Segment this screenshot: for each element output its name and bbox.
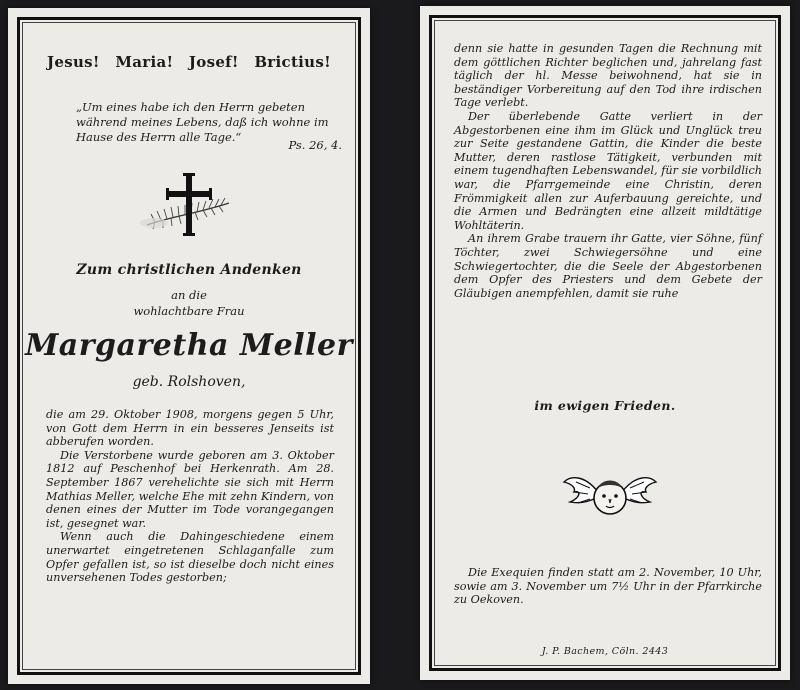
right-card [420, 6, 790, 680]
psalm-quote: „Um eines habe ich den Herrn gebeten während meines Lebens, daß ich wohne im Hause des Herrn alle Tage.“ [76, 100, 329, 144]
paragraph: Der überlebende Gatte verliert in der Abgestorbenen eine ihm im Glück und Unglück treu zur Seite gestandene Gattin, die Kinder die beste Mutter, deren rastlose Tätigkeit, verbunden mit einem tugendhaften Lebenswandel, für sie vorbildlich war, die Pfarrgemeinde eine Christin, deren Frömmigkeit allen zur Auferbauung gereichte, und die Armen und Bedrängten eine allzeit mildtätige Wohltäterin. [454, 109, 762, 232]
deceased-name: Margaretha Meller [25, 328, 353, 363]
peace-line: im ewigen Frieden. [534, 398, 676, 413]
winged-cherub-icon [420, 466, 790, 526]
paragraph: die am 29. Oktober 1908, morgens gegen 5 Uhr, von Gott dem Herrn in ein besseres Jenseits ist abberufen worden. [46, 408, 334, 449]
paragraph: Die Verstorbene wurde geboren am 3. Oktober 1812 auf Peschenhof bei Herkenrath. Am 28. September 1867 verehelichte sie sich mit Herrn Mathias Meller, welche Ehe mit zehn Kindern, von denen eines der Mutter im Tode vorangegangen ist, gesegnet war. [46, 448, 334, 530]
paragraph: An ihrem Grabe trauern ihr Gatte, vier Söhne, fünf Töchter, zwei Schwiegersöhne und eine Schwiegertochter, die die Seele der Abgestorbenen dem Opfer des Priesters und dem Gebete der Gläubigen anempfehlen, damit sie ruhe [454, 232, 762, 300]
psalm-reference: Ps. 26, 4. [288, 138, 342, 152]
paragraph: denn sie hatte in gesunden Tagen die Rechnung mit dem göttlichen Richter beglichen und, jahrelang fast täglich der hl. Messe beiwohnend, hat sie in beständiger Vorbereitung auf den Tod ihre irdischen Tage verlebt. [454, 42, 762, 110]
paragraph: Wenn auch die Dahingeschiedene einem unerwartet eingetretenen Schlaganfalle zum Opfer gefallen ist, so ist dieselbe doch nicht eines unversehenen Todes gestorben; [46, 530, 334, 585]
left-card [8, 8, 370, 684]
printer-imprint: J. P. Bachem, Cöln. 2443 [541, 646, 669, 657]
cross-with-palm-icon [8, 173, 370, 243]
wohlachtbare-line: wohlachtbare Frau [133, 304, 245, 318]
maiden-name: geb. Rolshoven, [132, 374, 246, 390]
paragraph: Die Exequien finden statt am 2. November, 10 Uhr, sowie am 3. November um 7½ Uhr in der Pfarrkirche zu Oekoven. [454, 566, 762, 607]
left-body-text [46, 408, 334, 585]
an-die-line: an die [171, 288, 207, 302]
memorial-heading: Zum christlichen Andenken [76, 262, 302, 278]
invocation-line: Jesus! Maria! Josef! Brictius! [46, 53, 332, 71]
right-body-text [454, 42, 762, 300]
requiem-notice [454, 566, 762, 607]
